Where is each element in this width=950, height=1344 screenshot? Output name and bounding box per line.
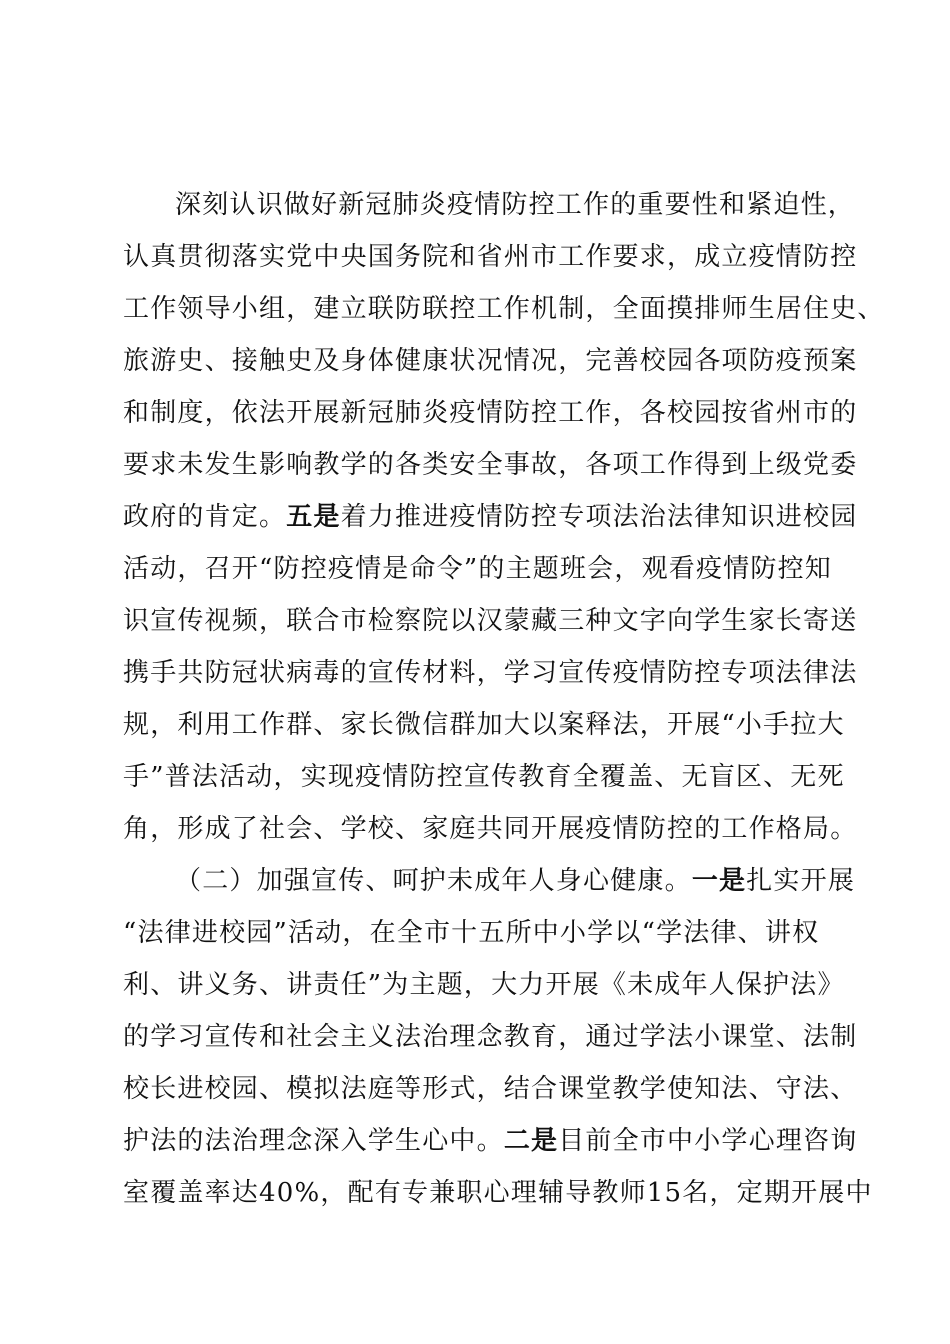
emphasis-marker: 二是 (503, 1126, 559, 1156)
paragraph-line: 利、讲义务、讲责任”为主题，大力开展《未成年人保护法》 (123, 970, 845, 1000)
section-heading-line: （二）加强宣传、呵护未成年人身心健康。一是扎实开展 (175, 866, 856, 896)
paragraph-line: 政府的肯定。五是着力推进疫情防控专项法治法律知识进校园 (123, 502, 858, 532)
paragraph-line: 要求未发生影响教学的各类安全事故，各项工作得到上级党委 (123, 450, 858, 480)
paragraph-line: 携手共防冠状病毒的宣传材料，学习宣传疫情防控专项法律法 (123, 658, 858, 688)
paragraph-line: 手”普法活动，实现疫情防控宣传教育全覆盖、无盲区、无死 (123, 762, 845, 792)
paragraph-line: 深刻认识做好新冠肺炎疫情防控工作的重要性和紧迫性， (175, 190, 856, 220)
paragraph-line: 的学习宣传和社会主义法治理念教育，通过学法小课堂、法制 (123, 1022, 858, 1052)
paragraph-line: 规，利用工作群、家长微信群加大以案释法，开展“小手拉大 (123, 710, 845, 740)
paragraph-line: 认真贯彻落实党中央国务院和省州市工作要求，成立疫情防控 (123, 242, 858, 272)
paragraph-line: 校长进校园、模拟法庭等形式，结合课堂教学使知法、守法、 (123, 1074, 858, 1104)
paragraph-line: 活动，召开“防控疫情是命令”的主题班会，观看疫情防控知 (123, 554, 832, 584)
paragraph-line: 护法的法治理念深入学生心中。二是目前全市中小学心理咨询 (123, 1126, 858, 1156)
paragraph-line: 室覆盖率达40%，配有专兼职心理辅导教师15名，定期开展中 (123, 1178, 873, 1208)
paragraph-line: “法律进校园”活动，在全市十五所中小学以“学法律、讲权 (123, 918, 820, 948)
emphasis-marker: 五是 (286, 502, 341, 532)
paragraph-line: 工作领导小组，建立联防联控工作机制，全面摸排师生居住史、 (123, 294, 885, 324)
paragraph-line: 和制度，依法开展新冠肺炎疫情防控工作，各校园按省州市的 (123, 398, 858, 428)
paragraph-line: 识宣传视频，联合市检察院以汉蒙藏三种文字向学生家长寄送 (123, 606, 858, 636)
emphasis-marker: 一是 (691, 866, 747, 896)
paragraph-line: 旅游史、接触史及身体健康状况情况，完善校园各项防疫预案 (123, 346, 858, 376)
paragraph-line: 角，形成了社会、学校、家庭共同开展疫情防控的工作格局。 (123, 814, 858, 844)
